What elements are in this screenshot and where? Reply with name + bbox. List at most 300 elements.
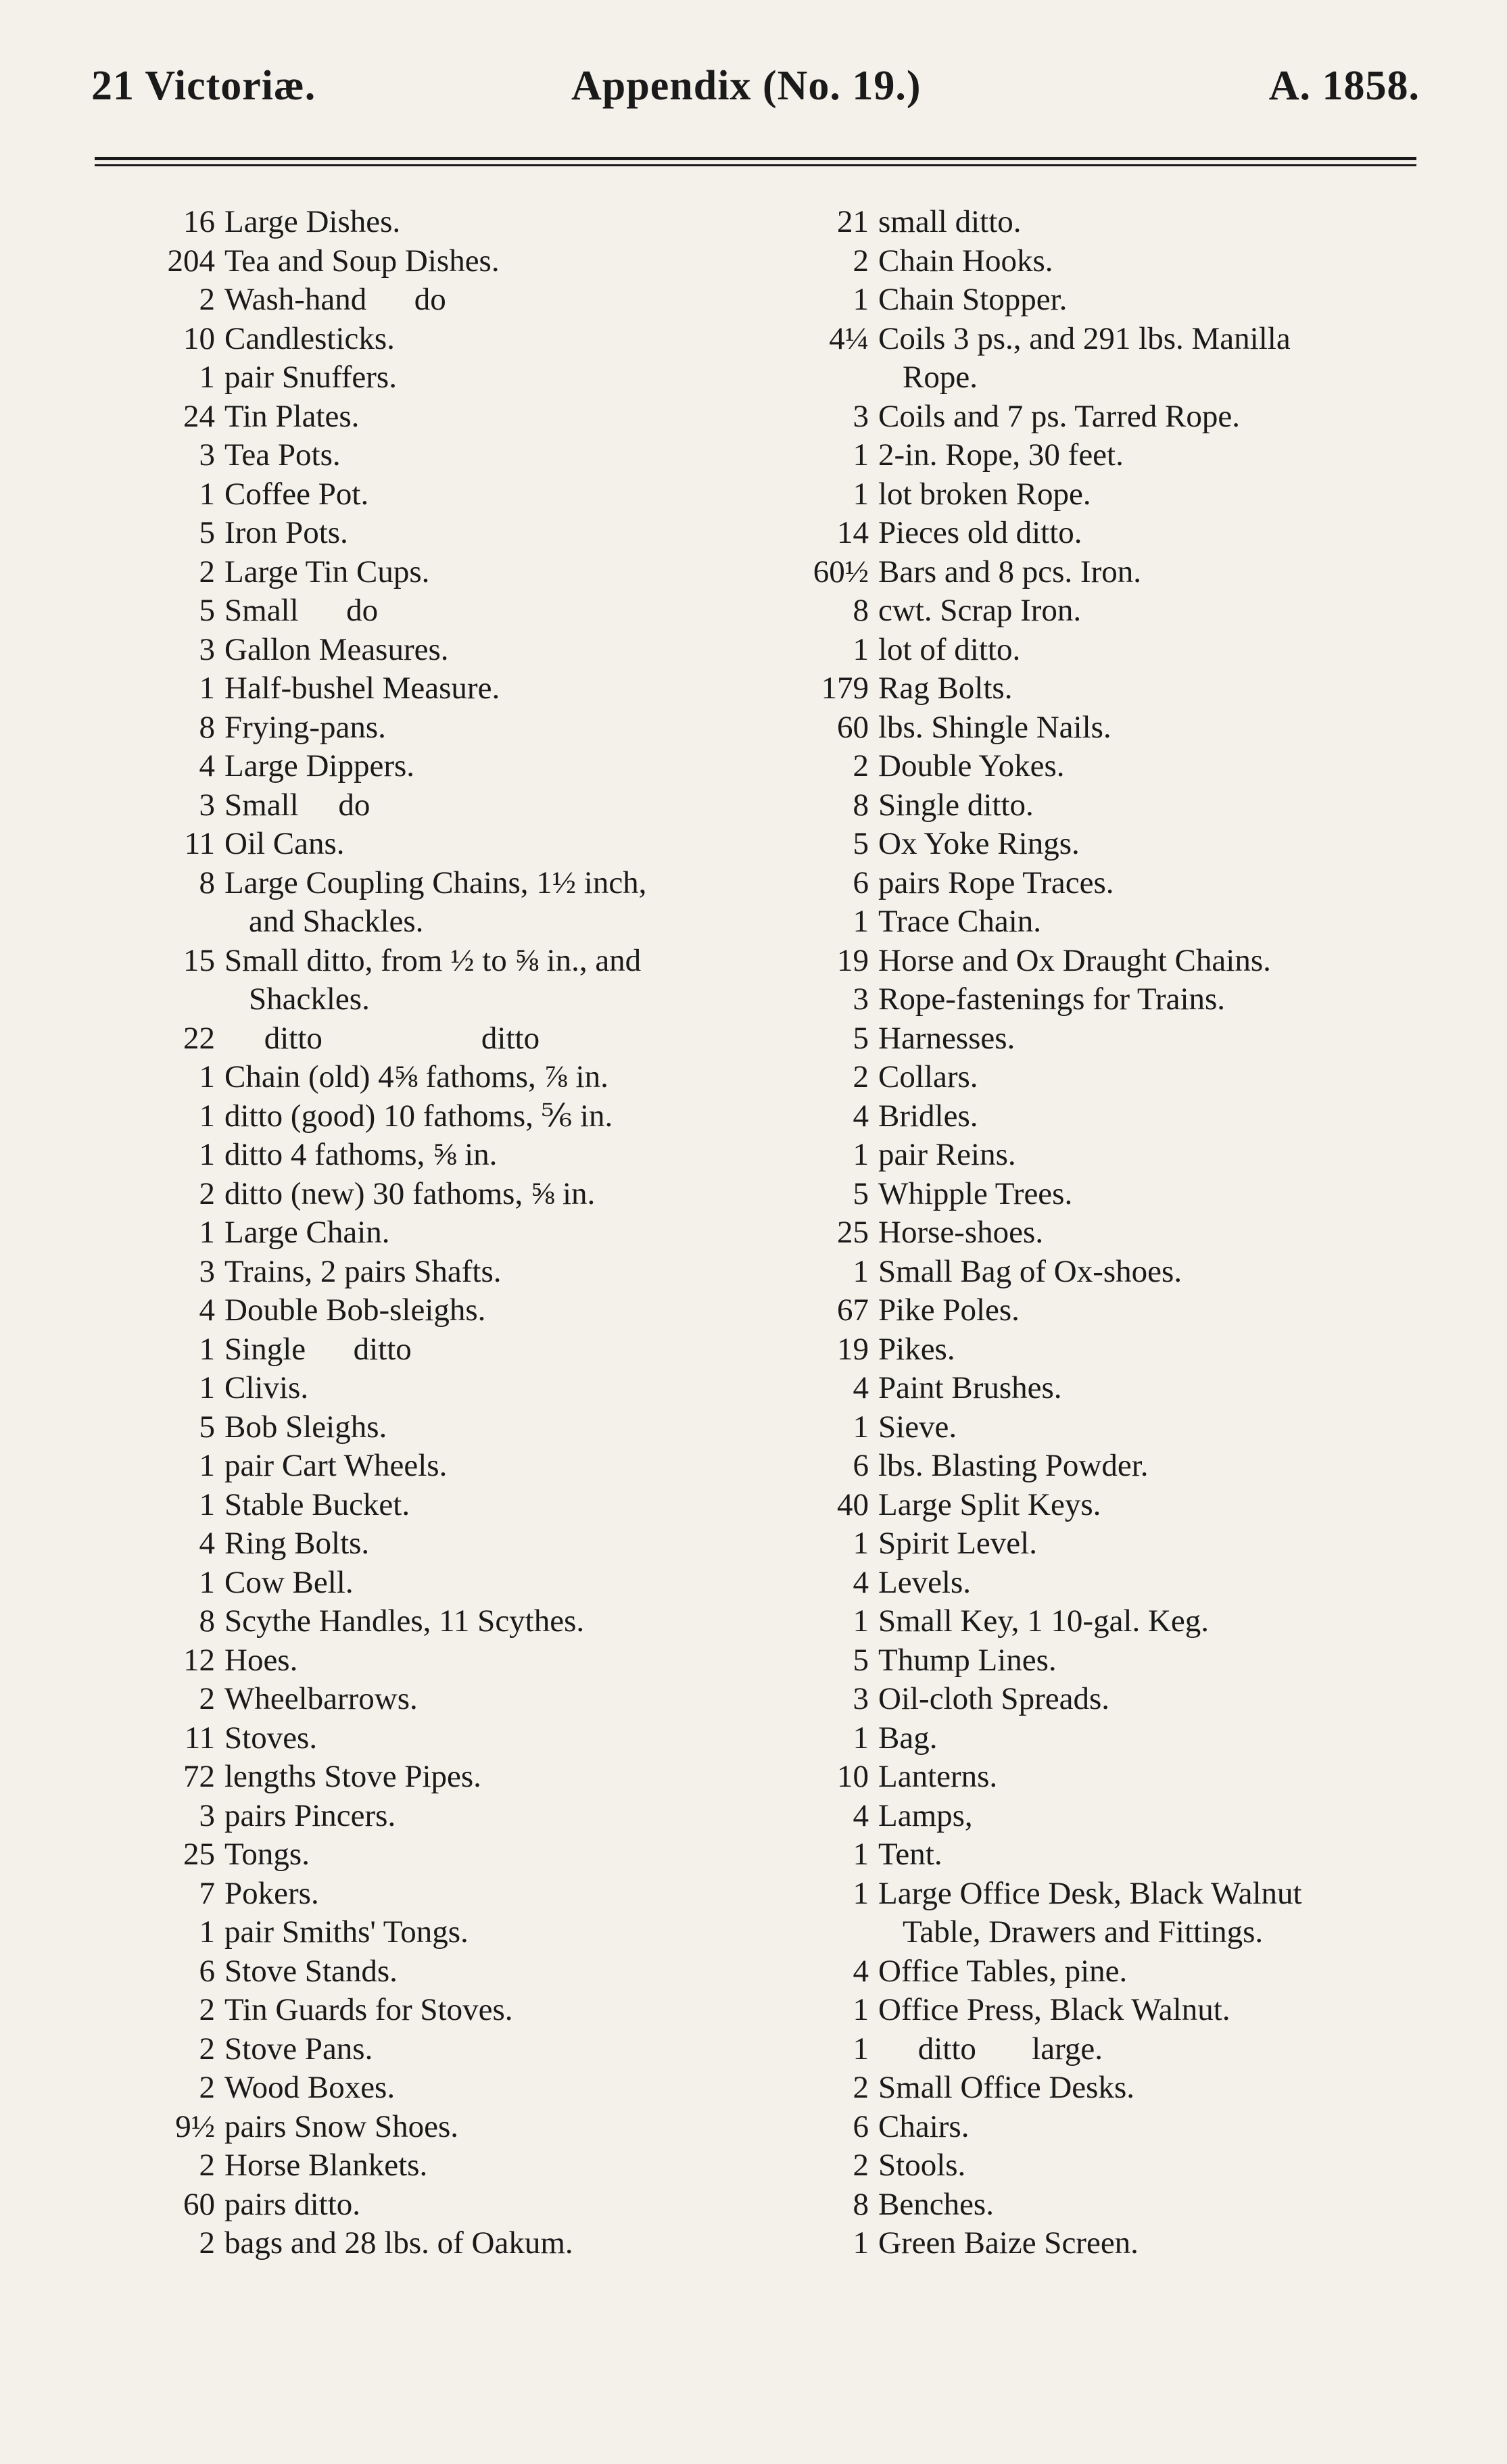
item-description [878, 631, 1423, 670]
item-description [878, 1408, 1423, 1447]
item-text: Oil-cloth Spreads. [878, 1681, 1109, 1716]
item-quantity: 1 [199, 1370, 215, 1405]
item-quantity: 4 [853, 1098, 869, 1134]
item-description [878, 1447, 1423, 1486]
item-description [878, 1058, 1423, 1097]
inventory-item [135, 631, 778, 670]
item-description [878, 242, 1423, 281]
item-description [878, 553, 1423, 592]
item-text: Horse Blankets. [224, 2148, 428, 2183]
item-quantity: 8 [853, 2186, 869, 2222]
item-description [224, 2030, 778, 2069]
item-quantity: 1 [199, 671, 215, 706]
item-quantity: 1 [199, 1215, 215, 1250]
item-quantity: 6 [853, 1448, 869, 1483]
item-text: small ditto. [878, 204, 1022, 239]
inventory-item [135, 203, 778, 242]
item-quantity: 5 [853, 1020, 869, 1056]
inventory-item [794, 2108, 1423, 2147]
inventory-item [794, 1952, 1423, 1991]
item-description [878, 1330, 1423, 1370]
item-quantity: 25 [837, 1215, 869, 1250]
item-text: lbs. Blasting Powder. [878, 1448, 1149, 1483]
item-text: Trace Chain. [878, 904, 1042, 939]
inventory-item [794, 1524, 1423, 1564]
item-description [224, 1991, 778, 2030]
item-text: pair Cart Wheels. [224, 1448, 448, 1483]
item-quantity: 5 [853, 1176, 869, 1211]
item-description [224, 1058, 778, 1097]
inventory-item [794, 281, 1423, 320]
inventory-item [794, 825, 1423, 864]
inventory-item [135, 825, 778, 864]
item-text: Paint Brushes. [878, 1370, 1062, 1405]
item-quantity: 2 [853, 2070, 869, 2105]
inventory-item [794, 1991, 1423, 2030]
inventory-item [135, 1291, 778, 1330]
inventory-item [794, 1797, 1423, 1836]
item-quantity: 21 [837, 204, 869, 239]
item-quantity: 7 [199, 1875, 215, 1911]
inventory-item [794, 553, 1423, 592]
inventory-column-right [794, 203, 1423, 2263]
item-quantity: 1 [853, 1253, 869, 1289]
inventory-item [794, 1097, 1423, 1136]
item-text: ditto large. [878, 2031, 1103, 2067]
item-description [224, 1019, 778, 1059]
item-quantity: 2 [199, 2031, 215, 2067]
item-quantity: 22 [183, 1020, 215, 1056]
item-quantity: 2 [853, 748, 869, 783]
item-quantity: 1 [853, 631, 869, 667]
item-description [878, 1602, 1423, 1641]
inventory-item [794, 1058, 1423, 1097]
inventory-item [794, 1486, 1423, 1525]
item-quantity: 5 [199, 515, 215, 550]
item-quantity: 67 [837, 1293, 869, 1328]
item-quantity: 1 [199, 1564, 215, 1600]
item-text: Double Bob-sleighs. [224, 1293, 486, 1328]
item-text: Stable Bucket. [224, 1487, 410, 1522]
item-quantity: 4 [199, 1293, 215, 1328]
item-quantity: 8 [199, 709, 215, 745]
inventory-item [135, 1447, 778, 1486]
item-text: Wheelbarrows. [224, 1681, 418, 1716]
inventory-item [135, 2069, 778, 2108]
item-description [224, 358, 778, 397]
item-quantity: 19 [837, 1331, 869, 1367]
inventory-item [135, 1641, 778, 1681]
inventory-item [135, 747, 778, 786]
item-description [224, 1330, 778, 1370]
item-text: Office Press, Black Walnut. [878, 1992, 1230, 2027]
item-description [224, 2185, 778, 2225]
item-text: Large Tin Cups. [224, 554, 430, 589]
inventory-item [135, 1486, 778, 1525]
item-description [878, 1991, 1423, 2030]
item-quantity: 5 [199, 593, 215, 628]
item-text: Chain Stopper. [878, 282, 1068, 317]
item-quantity: 1 [199, 1487, 215, 1522]
item-text: Levels. [878, 1564, 972, 1600]
item-text: lengths Stove Pipes. [224, 1759, 481, 1794]
item-text: Tent. [878, 1837, 942, 1872]
item-description [224, 2146, 778, 2185]
inventory-item [135, 1136, 778, 1175]
item-description [224, 320, 778, 359]
item-text: Bars and 8 pcs. Iron. [878, 554, 1141, 589]
item-quantity: 3 [199, 631, 215, 667]
item-quantity: 8 [199, 865, 215, 900]
inventory-item [135, 1175, 778, 1214]
item-text: lot broken Rope. [878, 476, 1091, 512]
item-text: pair Reins. [878, 1137, 1016, 1172]
inventory-item [135, 708, 778, 748]
item-description [878, 1641, 1423, 1681]
item-text: pair Snuffers. [224, 360, 397, 395]
inventory-item [135, 591, 778, 631]
inventory-item [135, 864, 778, 942]
item-quantity: 1 [853, 1526, 869, 1561]
item-text: Pikes. [878, 1331, 955, 1367]
item-text: pairs ditto. [224, 2186, 361, 2222]
item-description [224, 2108, 778, 2147]
item-description [878, 786, 1423, 825]
inventory-item [135, 1875, 778, 1914]
item-continuation: Rope. [903, 360, 978, 395]
item-quantity: 1 [853, 282, 869, 317]
item-description [878, 669, 1423, 708]
inventory-item [135, 281, 778, 320]
item-description [224, 825, 778, 864]
inventory-item [135, 514, 778, 553]
item-description [878, 980, 1423, 1019]
item-description [224, 436, 778, 475]
inventory-item [794, 591, 1423, 631]
item-text: Large Chain. [224, 1215, 390, 1250]
item-description [878, 825, 1423, 864]
item-text: Lamps, [878, 1797, 973, 1833]
inventory-item [794, 1641, 1423, 1681]
inventory-item [135, 1330, 778, 1370]
item-description [878, 2069, 1423, 2108]
item-description [878, 1797, 1423, 1836]
inventory-item [794, 1175, 1423, 1214]
item-quantity: 1 [199, 1448, 215, 1483]
item-quantity: 9½ [175, 2108, 215, 2144]
item-text: bags and 28 lbs. of Oakum. [224, 2225, 573, 2261]
inventory-item [794, 708, 1423, 748]
item-quantity: 1 [853, 476, 869, 512]
item-description [878, 475, 1423, 514]
inventory-item [135, 1952, 778, 1991]
item-text: Collars. [878, 1059, 978, 1094]
item-text: Pokers. [224, 1875, 319, 1911]
item-text: Tea and Soup Dishes. [224, 243, 500, 279]
item-description [224, 1486, 778, 1525]
inventory-item [794, 786, 1423, 825]
item-quantity: 5 [853, 1642, 869, 1678]
item-text: pairs Pincers. [224, 1797, 396, 1833]
item-text: Green Baize Screen. [878, 2225, 1139, 2261]
item-description [224, 864, 778, 942]
item-quantity: 4 [853, 1370, 869, 1405]
item-quantity: 1 [199, 1331, 215, 1367]
item-text: Small do [224, 787, 370, 823]
item-description [224, 1369, 778, 1408]
header-year: A. 1858. [1268, 63, 1420, 109]
inventory-item [794, 1136, 1423, 1175]
item-quantity: 2 [853, 243, 869, 279]
item-description [878, 864, 1423, 903]
inventory-item [135, 1797, 778, 1836]
inventory-item [135, 1097, 778, 1136]
item-quantity: 10 [837, 1759, 869, 1794]
item-quantity: 5 [199, 1409, 215, 1445]
item-text: Tin Plates. [224, 398, 360, 434]
item-quantity: 1 [199, 476, 215, 512]
item-text: pairs Rope Traces. [878, 865, 1114, 900]
item-quantity: 1 [853, 1875, 869, 1911]
item-quantity: 1 [853, 1837, 869, 1872]
item-continuation: Shackles. [249, 982, 370, 1017]
item-description [878, 747, 1423, 786]
item-quantity: 6 [853, 865, 869, 900]
item-quantity: 4 [853, 1797, 869, 1833]
inventory-item [135, 1213, 778, 1253]
item-text: Harnesses. [878, 1020, 1015, 1056]
item-description [224, 1719, 778, 1758]
item-description [224, 1758, 778, 1797]
inventory-item [794, 902, 1423, 942]
item-text: Bag. [878, 1720, 938, 1756]
item-quantity: 1 [853, 437, 869, 473]
item-description [224, 631, 778, 670]
item-description [878, 320, 1423, 397]
item-quantity: 60 [183, 2186, 215, 2222]
item-description [224, 242, 778, 281]
header-rule-thick [95, 157, 1416, 160]
inventory-item [135, 2185, 778, 2225]
inventory-item [794, 397, 1423, 437]
item-quantity: 60 [837, 709, 869, 745]
item-description [878, 1875, 1423, 1952]
item-quantity: 1 [853, 2031, 869, 2067]
item-quantity: 60½ [813, 554, 869, 589]
header-session: 21 Victoriæ. [91, 63, 316, 109]
item-quantity: 3 [199, 1797, 215, 1833]
item-description [878, 2108, 1423, 2147]
item-text: Stools. [878, 2148, 966, 2183]
item-quantity: 3 [853, 982, 869, 1017]
inventory-item [794, 1369, 1423, 1408]
item-description [224, 281, 778, 320]
item-quantity: 2 [853, 1059, 869, 1094]
item-quantity: 4 [853, 1564, 869, 1600]
inventory-item [794, 203, 1423, 242]
item-description [224, 669, 778, 708]
item-quantity: 10 [183, 320, 215, 356]
item-description [878, 1369, 1423, 1408]
item-quantity: 2 [199, 2225, 215, 2261]
item-quantity: 1 [853, 904, 869, 939]
item-quantity: 1 [853, 1603, 869, 1639]
item-quantity: 1 [853, 1409, 869, 1445]
inventory-item [135, 786, 778, 825]
item-quantity: 1 [853, 1992, 869, 2027]
item-description [878, 281, 1423, 320]
page-header [91, 62, 1420, 123]
item-text: Large Coupling Chains, 1½ inch, [224, 865, 647, 900]
item-text: ditto 4 fathoms, ⅝ in. [224, 1137, 498, 1172]
item-description [878, 203, 1423, 242]
item-text: Double Yokes. [878, 748, 1065, 783]
inventory-item [135, 669, 778, 708]
inventory-item [794, 631, 1423, 670]
item-description [224, 942, 778, 1019]
item-description [878, 514, 1423, 553]
item-description [224, 1602, 778, 1641]
inventory-item [794, 1602, 1423, 1641]
item-text: Stoves. [224, 1720, 318, 1756]
item-text: Wash-hand do [224, 282, 446, 317]
inventory-item [135, 2108, 778, 2147]
item-description [878, 397, 1423, 437]
item-description [224, 1136, 778, 1175]
item-text: Ox Yoke Rings. [878, 826, 1080, 861]
item-description [878, 1175, 1423, 1214]
item-text: Small do [224, 593, 379, 628]
item-text: Pike Poles. [878, 1293, 1020, 1328]
item-text: ditto (good) 10 fathoms, ⅚ in. [224, 1098, 613, 1134]
item-text: Large Dishes. [224, 204, 401, 239]
inventory-item [135, 1019, 778, 1059]
item-description [878, 1564, 1423, 1603]
inventory-item [135, 358, 778, 397]
inventory-item [794, 2146, 1423, 2185]
item-description [224, 1797, 778, 1836]
inventory-item [794, 2069, 1423, 2108]
inventory-item [794, 1758, 1423, 1797]
header-appendix: Appendix (No. 19.) [571, 63, 922, 109]
inventory-item [135, 1835, 778, 1875]
item-description [224, 1952, 778, 1991]
item-description [224, 475, 778, 514]
item-quantity: 11 [184, 826, 215, 861]
inventory-item [135, 1524, 778, 1564]
inventory-item [794, 1719, 1423, 1758]
item-quantity: 4 [199, 748, 215, 783]
item-text: Tongs. [224, 1837, 310, 1872]
inventory-item [794, 242, 1423, 281]
inventory-item [135, 1058, 778, 1097]
item-quantity: 2 [199, 1176, 215, 1211]
item-quantity: 2 [199, 282, 215, 317]
item-quantity: 6 [199, 1953, 215, 1989]
item-quantity: 15 [183, 942, 215, 978]
item-quantity: 4¼ [829, 320, 869, 356]
item-quantity: 11 [184, 1720, 215, 1756]
item-text: ditto (new) 30 fathoms, ⅝ in. [224, 1176, 596, 1211]
item-text: Sieve. [878, 1409, 957, 1445]
item-description [878, 2185, 1423, 2225]
inventory-item [135, 1913, 778, 1952]
item-text: Chain (old) 4⅝ fathoms, ⅞ in. [224, 1059, 608, 1094]
item-description [878, 1486, 1423, 1525]
item-description [878, 1097, 1423, 1136]
item-quantity: 2 [199, 1681, 215, 1716]
inventory-item [794, 942, 1423, 981]
inventory-item [794, 1019, 1423, 1059]
item-text: Small Bag of Ox-shoes. [878, 1253, 1182, 1289]
item-text: Scythe Handles, 11 Scythes. [224, 1603, 585, 1639]
item-quantity: 2 [199, 554, 215, 589]
item-description [224, 1875, 778, 1914]
item-quantity: 5 [853, 826, 869, 861]
item-quantity: 24 [183, 398, 215, 434]
item-description [224, 1408, 778, 1447]
inventory-item [135, 553, 778, 592]
item-description [224, 2224, 778, 2263]
inventory-item [135, 942, 778, 1019]
item-description [878, 708, 1423, 748]
inventory-item [135, 1253, 778, 1292]
item-text: Wood Boxes. [224, 2070, 396, 2105]
inventory-item [794, 320, 1423, 397]
item-text: Lanterns. [878, 1759, 998, 1794]
inventory-item [794, 1330, 1423, 1370]
item-quantity: 14 [837, 515, 869, 550]
item-description [224, 1253, 778, 1292]
item-description [224, 1564, 778, 1603]
inventory-item [794, 669, 1423, 708]
item-description [224, 1447, 778, 1486]
item-text: Rope-fastenings for Trains. [878, 982, 1226, 1017]
item-quantity: 8 [853, 593, 869, 628]
inventory-item [135, 1369, 778, 1408]
item-quantity: 2 [199, 1992, 215, 2027]
item-description [224, 1641, 778, 1681]
inventory-item [794, 1253, 1423, 1292]
item-description [878, 1524, 1423, 1564]
item-text: Stove Pans. [224, 2031, 373, 2067]
item-text: Frying-pans. [224, 709, 386, 745]
item-continuation: and Shackles. [249, 904, 424, 939]
item-text: Benches. [878, 2186, 994, 2222]
item-text: Half-bushel Measure. [224, 671, 500, 706]
item-text: ditto ditto [224, 1020, 540, 1056]
item-description [224, 397, 778, 437]
inventory-item [794, 2224, 1423, 2263]
item-quantity: 6 [853, 2108, 869, 2144]
item-text: Small ditto, from ½ to ⅝ in., and [224, 942, 642, 978]
inventory-item [794, 864, 1423, 903]
item-quantity: 1 [199, 1914, 215, 1950]
item-text: Coils and 7 ps. Tarred Rope. [878, 398, 1240, 434]
inventory-item [135, 1602, 778, 1641]
item-description [224, 1291, 778, 1330]
item-text: Iron Pots. [224, 515, 348, 550]
item-quantity: 8 [853, 787, 869, 823]
item-quantity: 40 [837, 1487, 869, 1522]
inventory-item [135, 320, 778, 359]
item-text: lbs. Shingle Nails. [878, 709, 1111, 745]
inventory-item [794, 2185, 1423, 2225]
item-text: Coffee Pot. [224, 476, 369, 512]
inventory-item [135, 475, 778, 514]
inventory-item [794, 1564, 1423, 1603]
inventory-item [794, 2030, 1423, 2069]
